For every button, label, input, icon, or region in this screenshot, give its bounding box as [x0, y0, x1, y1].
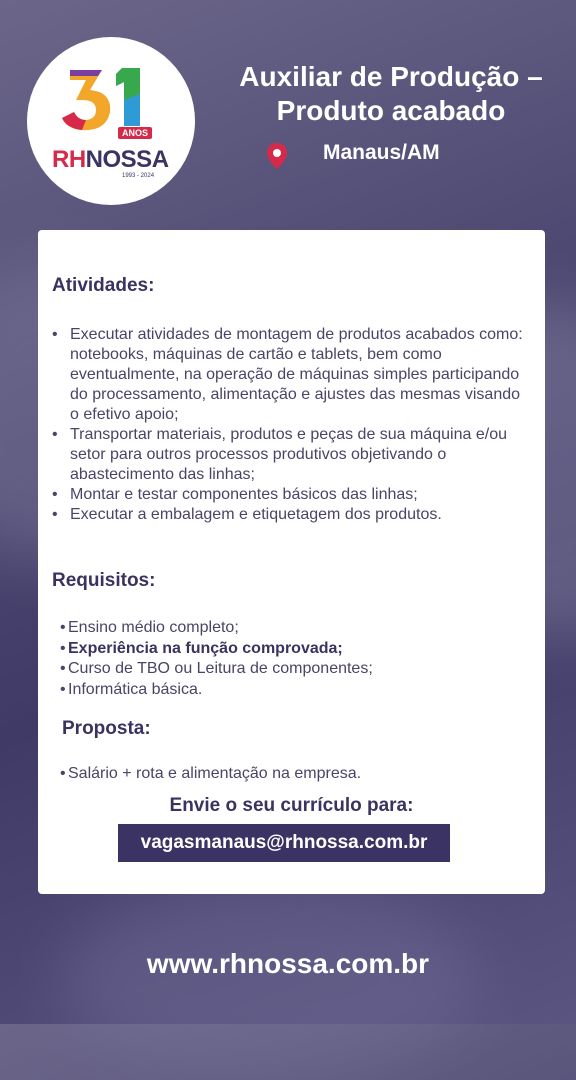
list-item: • Transportar materiais, produtos e peças de sua máquina e/ou setor para outros processos produtivos objetivando o abastecimento das linhas; [52, 426, 507, 483]
logo-years: 1993 - 2024 [122, 173, 155, 179]
list-item: • Curso de TBO ou Leitura de componentes; [60, 660, 373, 677]
list-item: • Executar a embalagem e etiquetagem dos produtos. [52, 506, 442, 523]
job-title-line2: Produto acabado [276, 95, 506, 126]
list-item: • Ensino médio completo; [60, 619, 239, 636]
background-blur [60, 880, 480, 1080]
send-resume-text: Envie o seu currículo para: [169, 795, 414, 816]
list-item: • Executar atividades de montagem de produtos acabados como: notebooks, máquinas de cartão e tablets, bem como eventualmente, na operação de máquinas simples participando do processamento, alimentação e ajustes das mesmas visando o efetivo apoio; [52, 326, 523, 423]
email-address-link[interactable]: vagasmanaus@rhnossa.com.br [118, 824, 450, 862]
logo-wordmark [52, 146, 169, 174]
requirements-list [60, 618, 373, 700]
list-item: • Salário + rota e alimentação na empresa. [60, 765, 362, 782]
anniversary-number-logo [62, 64, 162, 134]
map-pin-icon [266, 142, 288, 170]
job-title-line1: Auxiliar de Produção – [239, 61, 543, 92]
requirements-title: Requisitos: [52, 570, 156, 591]
logo-anos-label: ANOS [118, 127, 152, 139]
list-item: • Informática básica. [60, 680, 203, 698]
job-location: Manaus/AM [323, 141, 440, 164]
proposal-title: Proposta: [62, 718, 151, 739]
website-link[interactable]: www.rhnossa.com.br [146, 948, 430, 979]
job-title [210, 60, 572, 128]
list-item: • Experiência na função comprovada; [60, 639, 343, 657]
activities-list [52, 325, 532, 525]
logo-rh-text: RH [52, 146, 86, 173]
list-item: • Montar e testar componentes básicos das linhas; [52, 486, 418, 503]
activities-title: Atividades: [52, 275, 155, 296]
logo-nossa-text: NOSSA [85, 146, 169, 173]
job-description-card [38, 230, 545, 894]
proposal-list [60, 764, 361, 784]
